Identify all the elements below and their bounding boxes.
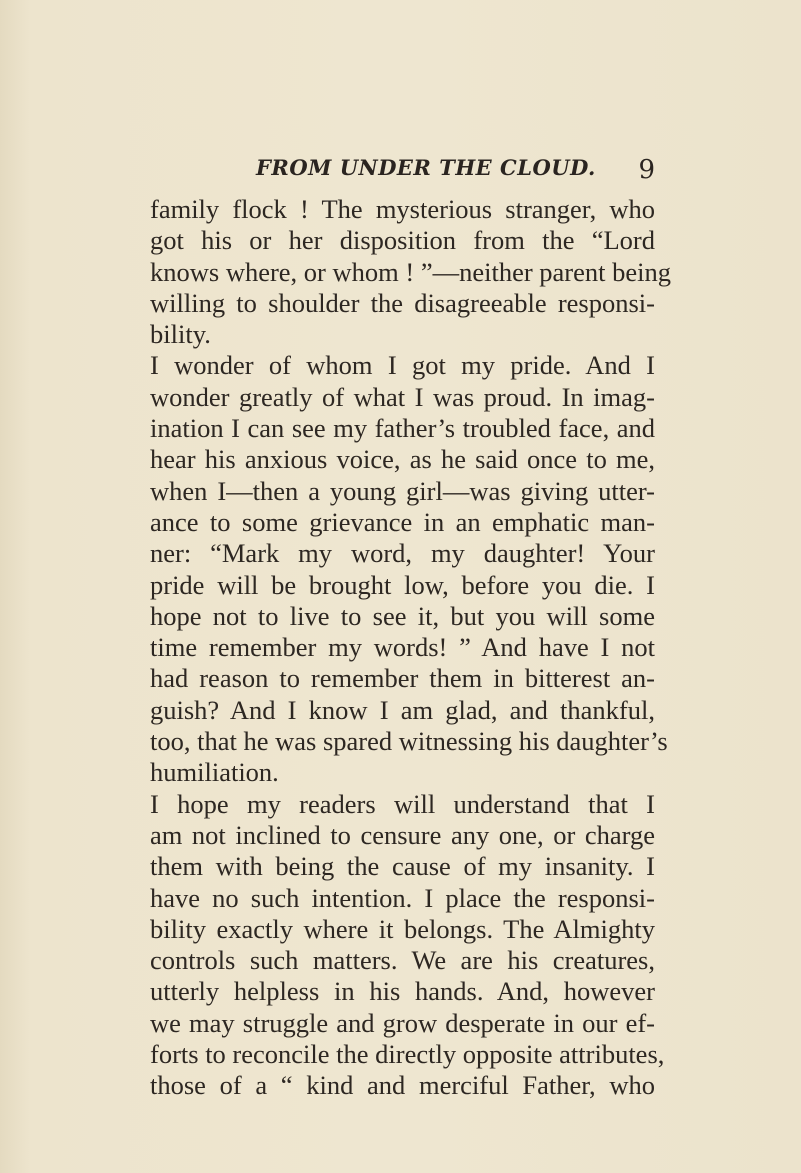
text-line: ner: “Mark my word, my daughter! Your [150,538,655,569]
text-line: pride will be brought low, before you die. I [150,569,655,600]
text-line: I hope my readers will understand that I [150,788,655,819]
text-line: too, that he was spared witnessing his daughter’s [150,726,668,757]
text-line: those of a “ kind and merciful Father, who [150,1070,655,1101]
text-line: time remember my words! ” And have I not [150,632,655,663]
text-line: have no such intention. I place the responsi- [150,882,655,913]
page-number: 9 [638,155,655,185]
text-line: bility. [150,319,211,350]
text-line: hope not to live to see it, but you will some [150,600,655,631]
text-line: utterly helpless in his hands. And, however [150,976,655,1007]
text-line: knows where, or whom ! ”—neither parent being [150,256,672,287]
text-line: we may struggle and grow desperate in our ef- [150,1007,655,1038]
text-line: guish? And I know I am glad, and thankful, [150,694,655,725]
running-head [150,155,655,191]
text-line: wonder greatly of what I was proud. In imag- [150,381,655,412]
text-line: family flock ! The mysterious stranger, who [150,194,655,224]
text-line: forts to reconcile the directly opposite attributes, [150,1039,665,1070]
text-line: when I—then a young girl—was giving utter- [150,475,655,506]
running-title: FROM UNDER THE CLOUD. [256,155,596,180]
text-line: controls such matters. We are his creatures, [150,945,655,976]
body-text [150,194,672,1102]
text-line: ination I can see my father’s troubled face, and [150,413,655,444]
text-line: them with being the cause of my insanity. I [150,851,655,882]
text-line: ance to some grievance in an emphatic man- [150,506,655,537]
text-line: I wonder of whom I got my pride. And I [150,350,655,381]
text-line: willing to shoulder the disagreeable responsi- [150,287,655,318]
text-line: bility exactly where it belongs. The Almighty [150,913,655,944]
text-line: hear his anxious voice, as he said once to me, [150,444,655,475]
text-line: am not inclined to censure any one, or charge [150,819,655,850]
text-line: had reason to remember them in bitterest an- [150,663,655,694]
text-line: humiliation. [150,757,279,788]
text-line: got his or her disposition from the “Lord [150,225,655,256]
